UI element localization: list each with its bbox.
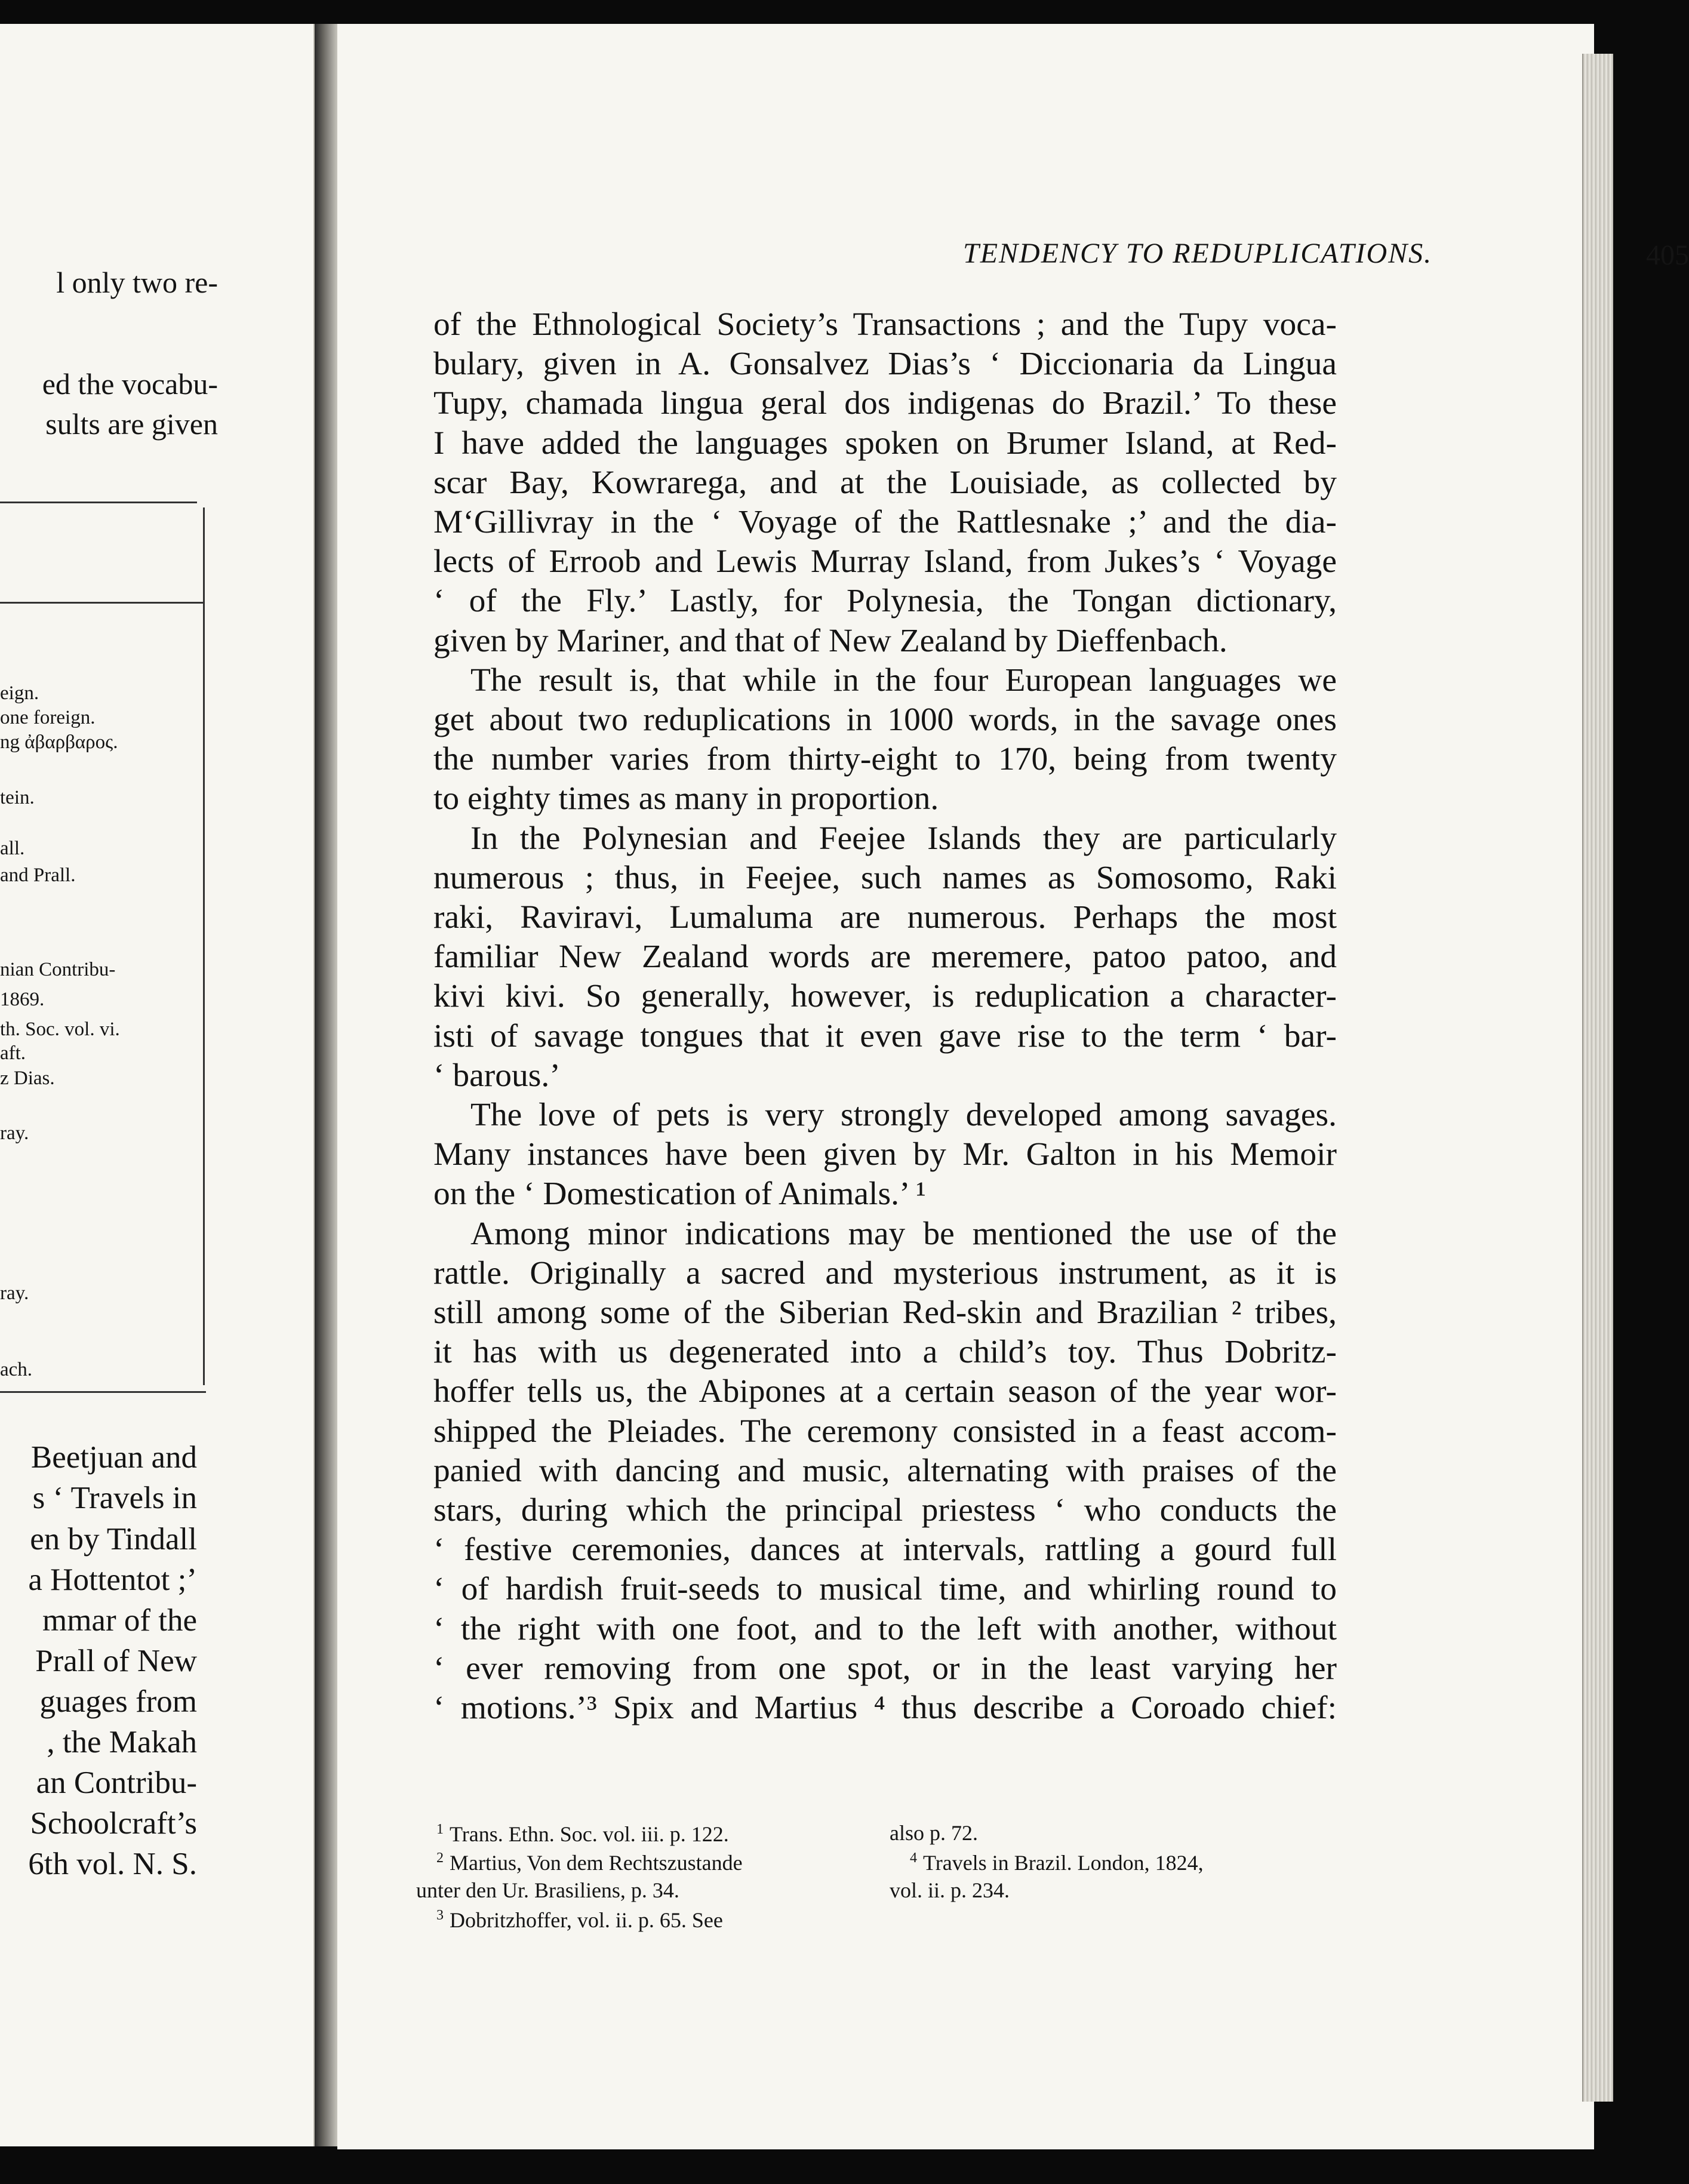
table-line: tein. (0, 787, 35, 808)
footnote-text: Dobritzhoffer, vol. ii. p. 65. See (450, 1908, 723, 1932)
table-line: nian Contribu- (0, 959, 116, 980)
footnote-text: unter den Ur. Brasiliens, p. 34. (416, 1878, 679, 1902)
body-text-line: panied with dancing and music, alternating with praises of the (433, 1452, 1337, 1489)
body-text-line: isti of savage tongues that it even gave rise to the term ‘ bar- (433, 1017, 1337, 1054)
body-text-line: Many instances have been given by Mr. Galton in his Memoir (433, 1136, 1337, 1173)
footnote-line (890, 1851, 1204, 1874)
footnote-line (416, 1880, 679, 1901)
footnote-text: vol. ii. p. 234. (890, 1878, 1010, 1902)
left-text-line: Beetjuan and (30, 1440, 197, 1475)
left-text-line: Schoolcraft’s (30, 1806, 197, 1841)
table-line: and Prall. (0, 865, 76, 886)
left-text-line: an Contribu- (36, 1765, 197, 1800)
footnote-line (416, 1908, 723, 1931)
left-text-line: mmar of the (42, 1603, 197, 1638)
body-text-line: lects of Erroob and Lewis Murray Island, from Jukes’s ‘ Voyage (433, 543, 1337, 580)
table-line: z Dias. (0, 1068, 55, 1089)
body-text-line: it has with us degenerated into a child’s toy. Thus Dobritz- (433, 1334, 1337, 1371)
body-text-line: familiar New Zealand words are meremere, patoo patoo, and (433, 939, 1337, 976)
body-text-line: I have added the languages spoken on Brumer Island, at Red- (433, 425, 1337, 462)
body-text-line: of the Ethnological Society’s Transactions ; and the Tupy voca- (433, 306, 1337, 343)
body-text-line: M‘Gillivray in the ‘ Voyage of the Rattlesnake ;’ and the dia- (433, 504, 1337, 540)
left-text-line: ed the vocabu- (42, 367, 218, 401)
body-text-line: In the Polynesian and Feejee Islands they are particularly (470, 820, 1337, 857)
body-text-line: ‘ the right with one foot, and to the left with another, without (433, 1610, 1337, 1647)
page-number: 405 (1646, 239, 1689, 271)
table-line: all. (0, 838, 25, 859)
left-facing-page (0, 24, 315, 2146)
body-text-line: still among some of the Siberian Red-skin and Brazilian ² tribes, (433, 1294, 1337, 1331)
table-line: ach. (0, 1359, 33, 1380)
body-text-line: given by Mariner, and that of New Zealand by Dieffenbach. (433, 622, 1227, 659)
body-text-line: ‘ festive ceremonies, dances at intervals, rattling a gourd full (433, 1531, 1337, 1568)
left-text-line: a Hottentot ;’ (28, 1562, 197, 1597)
table-header-rule (0, 602, 203, 604)
footnote-text: also p. 72. (890, 1821, 978, 1845)
body-text-line: ‘ of hardish fruit-seeds to musical time, and whirling round to (433, 1571, 1337, 1608)
body-text-line: The result is, that while in the four European languages we (470, 662, 1337, 699)
footnote-text: Travels in Brazil. London, 1824, (923, 1851, 1204, 1875)
book-page-edges (1582, 54, 1613, 2102)
body-text-line: scar Bay, Kowrarega, and at the Louisiade, as collected by (433, 464, 1337, 501)
body-text-line: on the ‘ Domestication of Animals.’ ¹ (433, 1176, 926, 1213)
scan-speck (251, 0, 263, 24)
table-line: th. Soc. vol. vi. (0, 1019, 120, 1040)
table-bottom-rule (0, 1391, 206, 1393)
table-line: 1869. (0, 989, 45, 1010)
table-column-rule (203, 507, 205, 1385)
left-text-line: l only two re- (56, 266, 218, 299)
footnote-marker: 3 (436, 1908, 444, 1923)
body-text-line: rattle. Originally a sacred and mysterious instrument, as it is (433, 1254, 1337, 1291)
body-text-line: numerous ; thus, in Feejee, such names as Somosomo, Raki (433, 859, 1337, 896)
footnote-marker: 4 (910, 1850, 917, 1866)
left-text-line: sults are given (45, 407, 218, 441)
table-line: aft. (0, 1042, 26, 1064)
table-line: ray. (0, 1282, 29, 1304)
running-head: TENDENCY TO REDUPLICATIONS. (963, 238, 1433, 269)
body-text-line: kivi kivi. So generally, however, is reduplication a character- (433, 978, 1337, 1015)
table-line: one foreign. (0, 707, 96, 728)
body-text-line: ‘ ever removing from one spot, or in the least varying her (433, 1650, 1337, 1687)
left-text-line: Prall of New (35, 1644, 197, 1678)
table-line: eign. (0, 682, 39, 704)
body-text-line: ‘ barous.’ (433, 1057, 561, 1094)
footnote-marker: 1 (436, 1822, 444, 1837)
body-text-line: The love of pets is very strongly developed among savages. (470, 1097, 1337, 1133)
body-text-line: shipped the Pleiades. The ceremony consisted in a feast accom- (433, 1413, 1337, 1450)
left-text-line: 6th vol. N. S. (28, 1847, 197, 1881)
body-text-line: Among minor indications may be mentioned the use of the (470, 1215, 1337, 1252)
body-text-line: ‘ of the Fly.’ Lastly, for Polynesia, the Tongan dictionary, (433, 583, 1337, 620)
footnote-line (890, 1822, 978, 1844)
body-text-line: stars, during which the principal priestess ‘ who conducts the (433, 1492, 1337, 1528)
table-top-rule (0, 502, 197, 503)
footnote-line (890, 1880, 1010, 1901)
book-gutter (315, 24, 339, 2146)
table-line: ng ἀβαρβαρος. (0, 731, 118, 753)
body-text-line: get about two reduplications in 1000 words, in the savage ones (433, 702, 1337, 738)
body-text-line: raki, Raviravi, Lumaluma are numerous. Perhaps the most (433, 899, 1337, 936)
body-text-line: hoffer tells us, the Abipones at a certain season of the year wor- (433, 1373, 1337, 1410)
left-text-line: en by Tindall (30, 1522, 197, 1557)
footnote-text: Martius, Von dem Rechtszustande (450, 1851, 743, 1875)
footnote-text: Trans. Ethn. Soc. vol. iii. p. 122. (450, 1822, 729, 1846)
footnote-line (416, 1822, 729, 1845)
body-text-line: Tupy, chamada lingua geral dos indigenas do Brazil.’ To these (433, 385, 1337, 422)
footnote-line (416, 1851, 743, 1874)
left-text-line: , the Makah (47, 1725, 197, 1759)
body-text (433, 24, 1337, 1815)
body-text-line: to eighty times as many in proportion. (433, 780, 939, 817)
footnote-marker: 2 (436, 1850, 444, 1866)
right-page (337, 24, 1689, 2149)
left-text-line: s ‘ Travels in (32, 1481, 197, 1515)
body-text-line: ‘ motions.’³ Spix and Martius ⁴ thus describe a Coroado chief: (433, 1690, 1337, 1726)
left-text-line: guages from (39, 1684, 197, 1719)
scan-speck (197, 0, 221, 17)
body-text-line: bulary, given in A. Gonsalvez Dias’s ‘ Diccionaria da Lingua (433, 346, 1337, 383)
table-line: ray. (0, 1122, 29, 1144)
body-text-line: the number varies from thirty-eight to 170, being from twenty (433, 741, 1337, 778)
